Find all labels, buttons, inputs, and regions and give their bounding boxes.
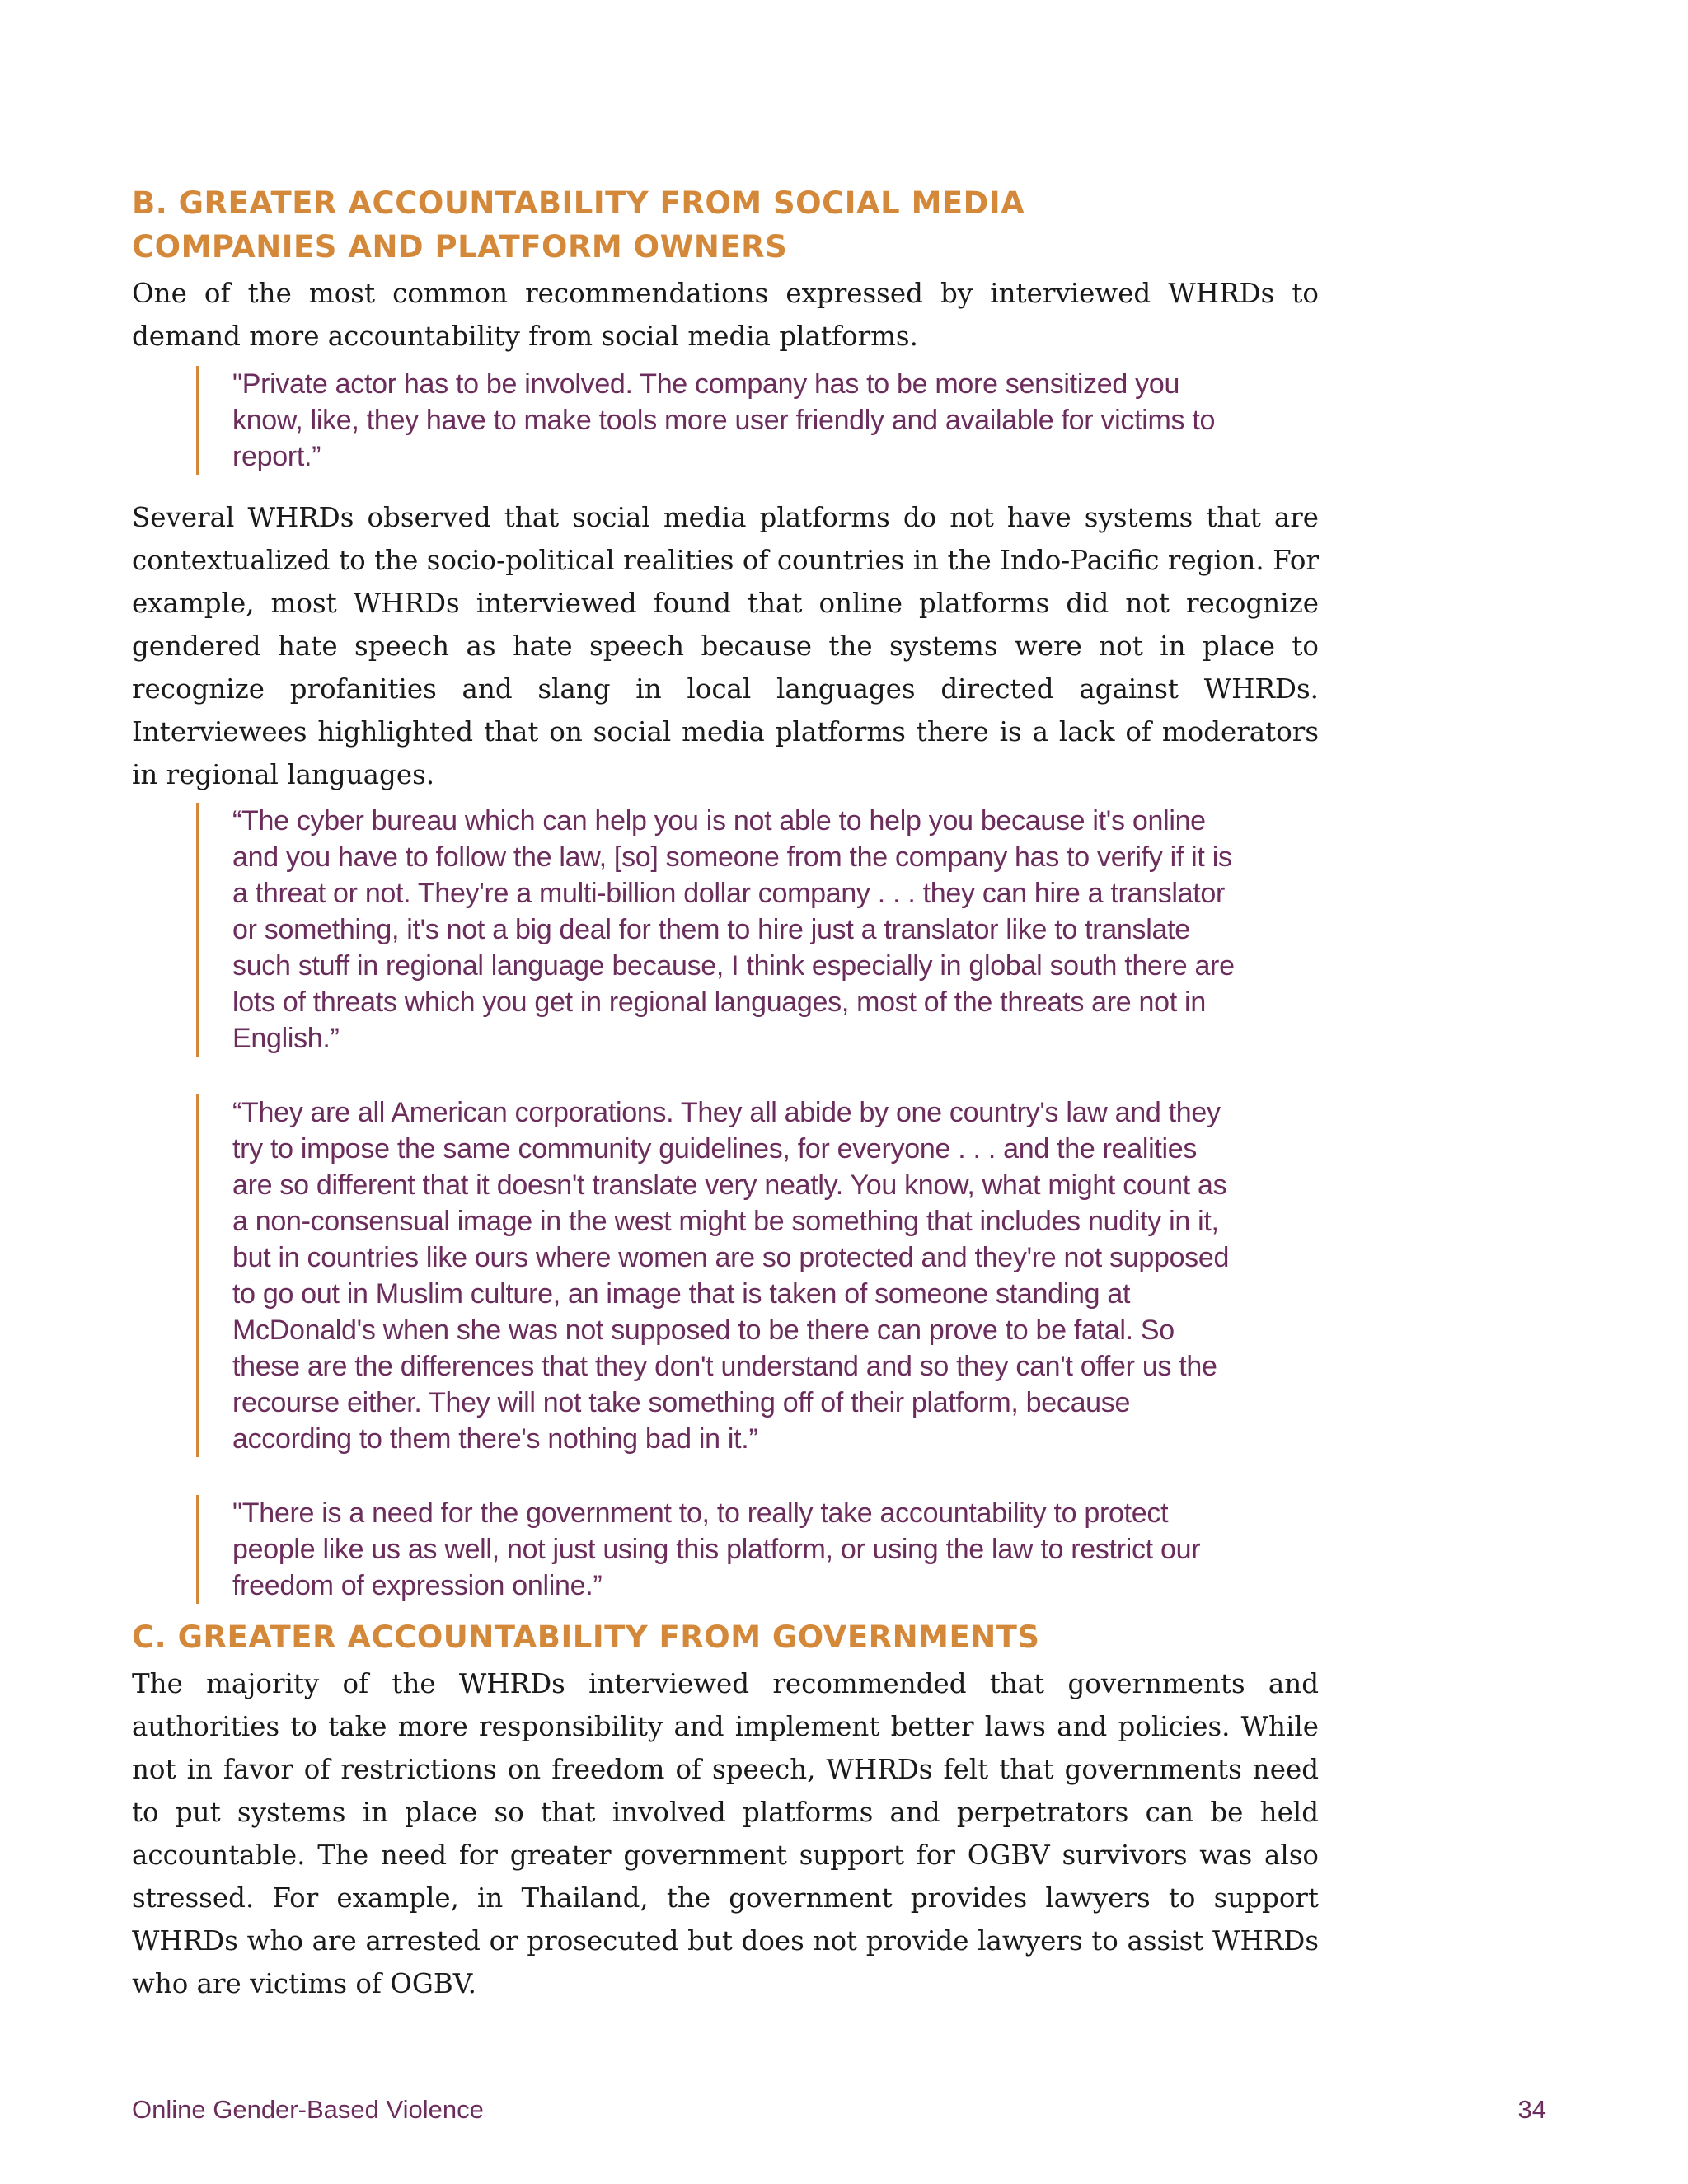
quote-block-2 — [196, 803, 1240, 1057]
quote-3-text: “They are all American corporations. They all abide by one country's law and they try to impose the same community guidelines, for everyone . . . and the realities are so different that it doesn't translate very neatly. You know, what might count as a non-consensual image in the west might be something that includes nudity in it, but in countries like ours where women are so protected and they're not supposed to go out in Muslim culture, an image that is taken of someone standing at McDonald's when she was not supposed to be there can prove to be fatal. So these are the differences that they don't understand and so they can't offer us the recourse either. They will not take something off of their platform, because according to them there's nothing bad in it.” — [232, 1097, 1230, 1455]
section-c-heading: C. GREATER ACCOUNTABILITY FROM GOVERNMENTS — [132, 1619, 1040, 1655]
section-b-heading — [132, 181, 1319, 269]
section-b-heading-line2: COMPANIES AND PLATFORM OWNERS — [132, 229, 788, 265]
quote-block-4 — [196, 1495, 1240, 1604]
page-content — [132, 180, 1319, 2005]
section-b-intro: One of the most common recommendations expressed by interviewed WHRDs to demand more accountability from social media platforms. — [132, 278, 1319, 352]
quote-block-3 — [196, 1094, 1240, 1457]
quote-2-text: “The cyber bureau which can help you is not able to help you because it's online and you have to follow the law, [so] someone from the company has to verify if it is a threat or not. They're a multi-billion dollar company . . . they can hire a translator or something, it's not a big deal for them to hire just a translator like to translate such stuff in regional language because, I think especially in global south there are lots of threats which you get in regional languages, most of the threats are not in English.” — [232, 805, 1235, 1054]
quote-block-1 — [196, 366, 1240, 475]
footer-page-number: 34 — [1517, 2095, 1546, 2124]
quote-1-text: "Private actor has to be involved. The company has to be more sensitized you know, like, they have to make tools more user friendly and available for victims to report.” — [232, 368, 1216, 472]
footer-document-title: Online Gender-Based Violence — [132, 2095, 484, 2124]
section-b-heading-line1: B. GREATER ACCOUNTABILITY FROM SOCIAL MEDIA — [132, 185, 1025, 221]
section-c-paragraph: The majority of the WHRDs interviewed recommended that governments and authorities to take more responsibility and implement better laws and policies. While not in favor of restrictions on freedom of speech, WHRDs felt that governments need to put systems in place so that involved platforms and perpetrators can be held accountable. The need for greater government support for OGBV survivors was also stressed. For example, in Thailand, the government provides lawyers to support WHRDs who are arrested or prosecuted but does not provide lawyers to assist WHRDs who are victims of OGBV. — [132, 1668, 1319, 1999]
section-b-paragraph: Several WHRDs observed that social media platforms do not have systems that are contextualized to the socio-political realities of countries in the Indo-Pacific region. For example, most WHRDs interviewed found that online platforms did not recognize gendered hate speech as hate speech because the systems were not in place to recognize profanities and slang in local languages directed against WHRDs. Interviewees highlighted that on social media platforms there is a lack of moderators in regional languages. — [132, 502, 1319, 790]
quote-4-text: "There is a need for the government to, to really take accountability to protect people like us as well, not just using this platform, or using the law to restrict our freedom of expression online.” — [232, 1497, 1201, 1601]
